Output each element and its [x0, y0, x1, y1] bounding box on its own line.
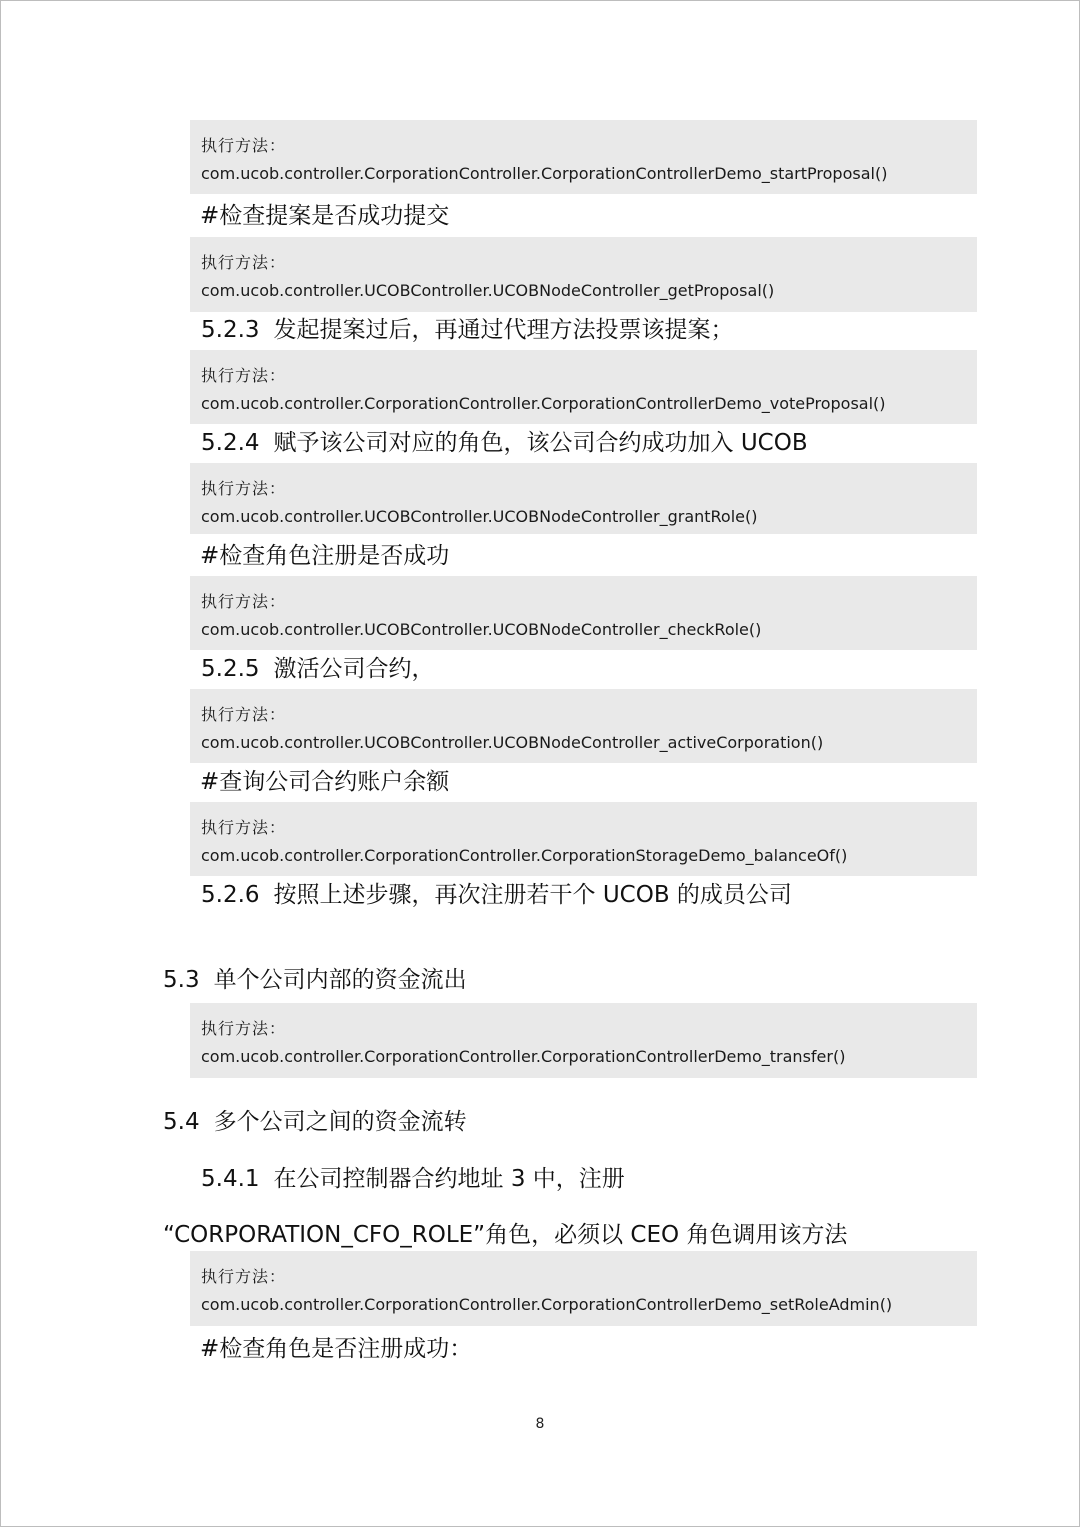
method-label: 执行方法： [201, 253, 287, 272]
method-label: 执行方法： [201, 592, 287, 611]
method-name: com.ucob.controller.CorporationController.CorporationControllerDemo_startProposal() [201, 164, 888, 183]
section-text: 多个公司之间的资金流转 [213, 1109, 467, 1135]
section-5-2-5 [201, 652, 435, 686]
section-5-3 [163, 963, 467, 997]
method-name: com.ucob.controller.CorporationController.CorporationControllerDemo_setRoleAdmin() [201, 1295, 893, 1314]
section-number: 5.2.6 [201, 882, 260, 908]
method-name: com.ucob.controller.CorporationController.CorporationControllerDemo_voteProposal() [201, 394, 886, 413]
method-name: com.ucob.controller.UCOBController.UCOBNodeController_grantRole() [201, 507, 758, 526]
method-label: 执行方法： [201, 1267, 287, 1286]
method-label: 执行方法： [201, 366, 287, 385]
code-block [190, 576, 977, 650]
code-block [190, 802, 977, 876]
section-5-2-6 [201, 878, 792, 912]
section-5-2-3 [201, 313, 734, 347]
section-text: 激活公司合约， [273, 656, 435, 682]
code-block [190, 120, 977, 194]
section-text: 发起提案过后，再通过代理方法投票该提案； [273, 317, 734, 343]
method-label: 执行方法： [201, 136, 287, 155]
code-block [190, 1003, 977, 1078]
method-label: 执行方法： [201, 479, 287, 498]
code-block [190, 463, 977, 534]
code-block [190, 1251, 977, 1326]
section-text: 按照上述步骤，再次注册若干个 UCOB 的成员公司 [273, 882, 792, 908]
section-number: 5.4.1 [201, 1166, 260, 1192]
page-number: 8 [535, 1416, 545, 1432]
section-text: 赋予该公司对应的角色，该公司合约成功加入 UCOB [273, 430, 808, 456]
method-label: 执行方法： [201, 1019, 287, 1038]
section-number: 5.2.3 [201, 317, 260, 343]
method-name: com.ucob.controller.CorporationController.CorporationStorageDemo_balanceOf() [201, 846, 848, 865]
code-block [190, 350, 977, 424]
section-number: 5.4 [163, 1109, 200, 1135]
method-name: com.ucob.controller.UCOBController.UCOBNodeController_activeCorporation() [201, 733, 824, 752]
method-label: 执行方法： [201, 818, 287, 837]
section-5-4-1 [201, 1162, 625, 1196]
section-5-2-4 [201, 426, 808, 460]
section-number: 5.2.4 [201, 430, 260, 456]
method-name: com.ucob.controller.UCOBController.UCOBNodeController_getProposal() [201, 281, 775, 300]
method-label: 执行方法： [201, 705, 287, 724]
comment-check-proposal: #检查提案是否成功提交 [200, 203, 450, 229]
section-number: 5.3 [163, 967, 200, 993]
section-text: 在公司控制器合约地址 3 中，注册 [273, 1166, 625, 1192]
method-name: com.ucob.controller.UCOBController.UCOBNodeController_checkRole() [201, 620, 762, 639]
section-number: 5.2.5 [201, 656, 260, 682]
section-text: 单个公司内部的资金流出 [213, 967, 467, 993]
comment-check-role-success: #检查角色是否注册成功： [200, 1336, 473, 1362]
code-block [190, 689, 977, 763]
section-5-4-1-continuation: “CORPORATION_CFO_ROLE”角色，必须以 CEO 角色调用该方法 [163, 1222, 848, 1248]
section-5-4 [163, 1105, 467, 1139]
code-block [190, 237, 977, 312]
comment-query-balance: #查询公司合约账户余额 [200, 769, 450, 795]
method-name: com.ucob.controller.CorporationController.CorporationControllerDemo_transfer() [201, 1047, 846, 1066]
comment-check-role-registration: #检查角色注册是否成功 [200, 543, 450, 569]
